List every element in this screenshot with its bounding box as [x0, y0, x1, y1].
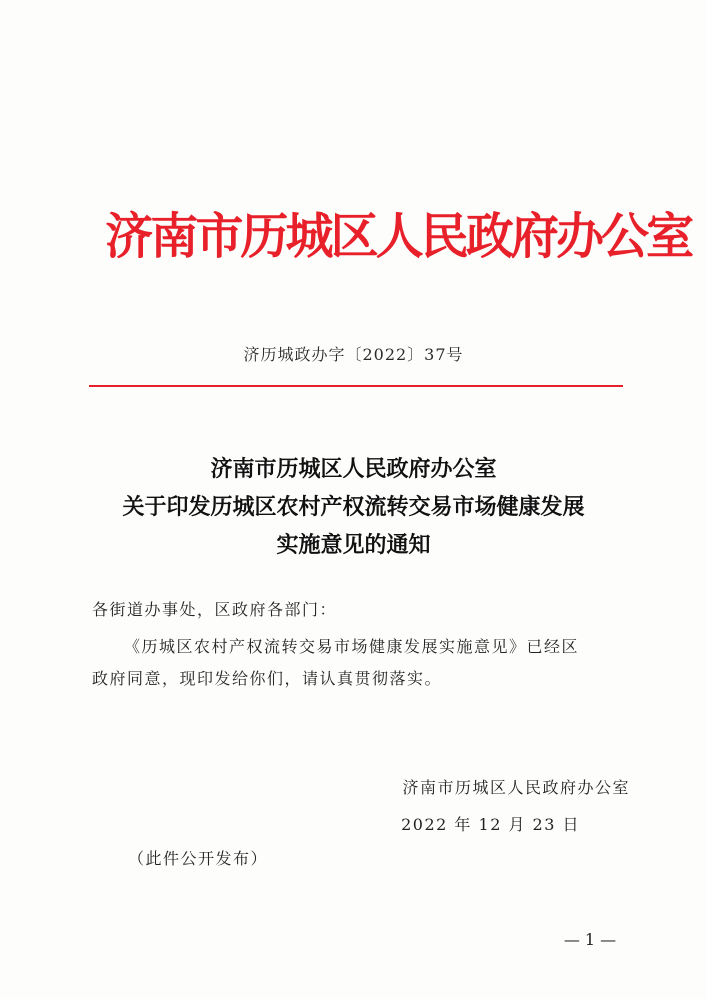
public-release-note: （此件公开发布） — [128, 849, 269, 868]
notice-title-line-2: 关于印发历城区农村产权流转交易市场健康发展 — [122, 494, 585, 520]
issuer-red-header: 济南市历城区人民政府办公室 — [105, 207, 692, 265]
notice-title-line-3: 实施意见的通知 — [276, 532, 431, 558]
body-paragraph-line-1: 《历城区农村产权流转交易市场健康发展实施意见》已经区 — [124, 637, 580, 656]
body-paragraph-line-2: 政府同意，现印发给你们，请认真贯彻落实。 — [92, 669, 443, 688]
document-number: 济历城政办字〔2022〕37号 — [243, 345, 464, 364]
signing-date: 2022 年 12 月 23 日 — [401, 815, 580, 834]
red-separator-line — [89, 385, 623, 387]
page-number: — 1 — — [563, 930, 617, 949]
addressee-line: 各街道办事处，区政府各部门： — [92, 600, 338, 619]
notice-title-line-1: 济南市历城区人民政府办公室 — [210, 456, 497, 482]
notice-title — [60, 450, 647, 564]
signing-issuer: 济南市历城区人民政府办公室 — [402, 778, 630, 797]
